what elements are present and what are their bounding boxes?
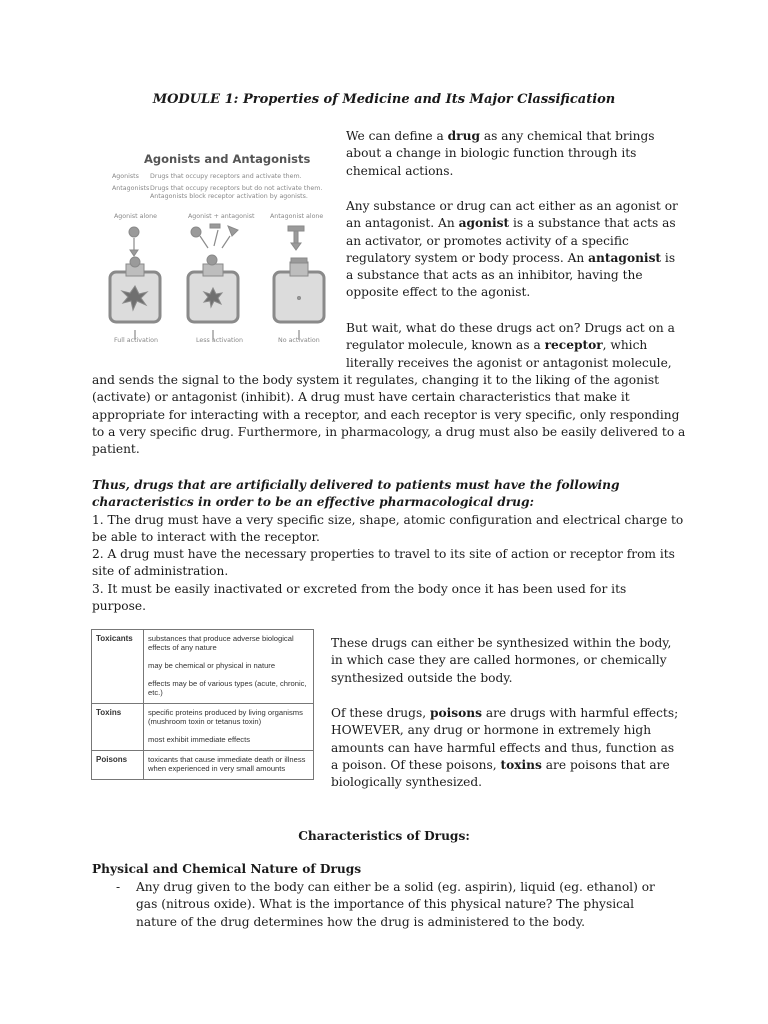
caption-full-activation: Full activation	[114, 337, 158, 344]
agonists-antagonists-figure	[92, 140, 332, 355]
bullet-marker: -	[116, 880, 121, 894]
panel-label-agonist: Agonist alone	[114, 213, 157, 220]
panel-label-mixed: Agonist + antagonist	[188, 213, 255, 220]
agonist-molecule	[129, 227, 139, 237]
row-head-poisons: Poisons	[92, 751, 144, 780]
row-body-toxins: specific proteins produced by living organisms (mushroom toxin or tetanus toxin) most exhibit immediate effects	[144, 704, 314, 751]
table-row	[92, 630, 314, 704]
intro-paragraph-3-top: But wait, what do these drugs act on? Drugs act on a regulator molecule, known as a receptor, which literally receives the agonist or antagonist molecule,	[346, 321, 675, 370]
side-paragraph-2: Of these drugs, poisons are drugs with harmful effects; HOWEVER, any drug or hormone in extremely high amounts can have harmful effects and thus, function as a poison. Of these poisons, toxins are poisons that are biologically synthesized.	[331, 706, 679, 790]
intro-paragraph-2: Any substance or drug can act either as an agonist or an antagonist. An agonist is a substance that acts as an activator, or promotes activity of a specific regulatory system or body process. An antagonist is a substance that acts as an inhibitor, having the opposite effect to the agonist.	[346, 199, 678, 300]
row-head-toxicants: Toxicants	[92, 630, 144, 704]
row-head-toxins: Toxins	[92, 704, 144, 751]
page-title: MODULE 1: Properties of Medicine and Its Major Classification	[152, 92, 616, 107]
section-subtitle: Physical and Chemical Nature of Drugs	[92, 862, 362, 876]
legend-term-agonists: Agonists	[112, 173, 139, 180]
legend-desc-agonists: Drugs that occupy receptors and activate them.	[150, 173, 302, 180]
receptor-diagram	[92, 140, 332, 355]
characteristic-item-1: 1. The drug must have a very specific size, shape, atomic configuration and electrical charge to be able to interact with the receptor.	[92, 512, 684, 544]
term-drug: drug	[447, 129, 480, 143]
section-title: Characteristics of Drugs:	[298, 829, 470, 843]
row-body-poisons: toxicants that cause immediate death or illness when experienced in very small amounts	[144, 751, 314, 780]
row-body-toxicants: substances that produce adverse biological effects of any nature may be chemical or physical in nature effects may be of various types (acute, chronic, etc.)	[144, 630, 314, 704]
term-receptor: receptor	[544, 338, 603, 353]
term-toxins: toxins	[500, 757, 542, 772]
side-paragraph-1: These drugs can either be synthesized within the body, in which case they are called hormones, or chemically synthesized outside the body.	[331, 636, 672, 685]
bullet-text: Any drug given to the body can either be a solid (eg. aspirin), liquid (eg. ethanol) or gas (nitrous oxide). What is the importance of this physical nature? The physical nature of the drug determines how the drug is administered to the body.	[136, 880, 655, 929]
characteristics-lead: Thus, drugs that are artificially delivered to patients must have the following characteristics in order to be an effective pharmacological drug:	[92, 478, 620, 510]
legend-desc-antagonists: Drugs that occupy receptors but do not activate them.	[150, 185, 323, 192]
caption-no-activation: No activation	[278, 337, 320, 344]
intro-paragraph-3-rest: and sends the signal to the body system it regulates, changing it to the liking of the agonist (activate) or antagonist (inhibit). A drug must have certain characteristics that make it appropriate for interacting with a receptor, and each receptor is very specific, only responding to a very specific drug. Furthermore, in pharmacology, a drug must also be easily delivered to a patient.	[92, 373, 686, 457]
legend-term-antagonists: Antagonists	[112, 185, 150, 192]
term-antagonist: antagonist	[588, 250, 662, 265]
characteristic-item-2: 2. A drug must have the necessary properties to travel to its site of action or receptor from its site of administration.	[92, 547, 675, 579]
term-poisons: poisons	[429, 706, 482, 720]
caption-less-activation: Less activation	[196, 337, 244, 344]
table-row	[92, 704, 314, 751]
legend-desc-block: Antagonists block receptor activation by agonists.	[150, 193, 308, 200]
toxicants-table	[91, 629, 314, 780]
intro-paragraph-1: We can define a drug as any chemical that brings about a change in biologic function through its chemical actions.	[346, 129, 655, 178]
figure-heading: Agonists and Antagonists	[144, 152, 311, 166]
panel-label-antagonist: Antagonist alone	[270, 213, 324, 220]
characteristic-item-3: 3. It must be easily inactivated or excreted from the body once it has been used for its purpose.	[92, 581, 627, 614]
characteristics-block	[92, 477, 684, 615]
table-row	[92, 751, 314, 780]
term-agonist: agonist	[458, 216, 510, 231]
